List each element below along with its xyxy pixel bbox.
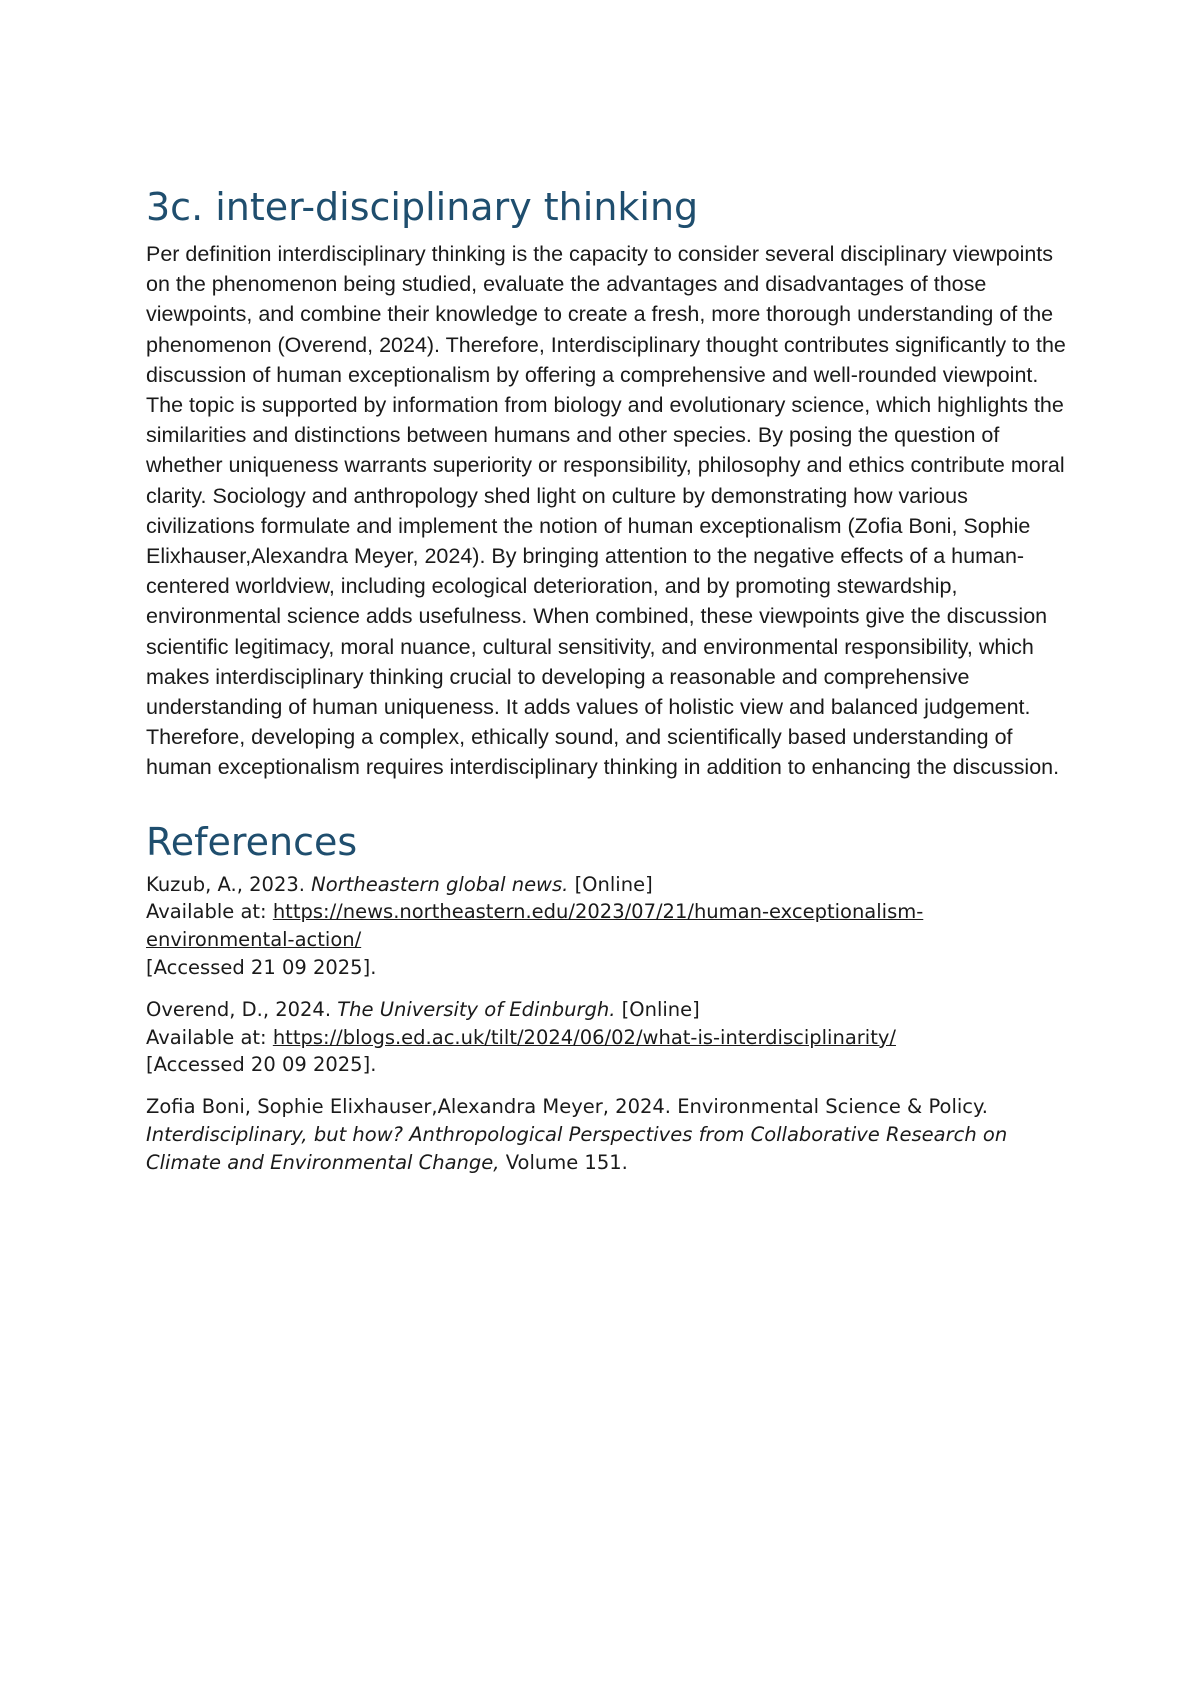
reference-format: [Online]: [615, 997, 700, 1021]
reference-entry: [146, 996, 1066, 1079]
reference-entry: [146, 871, 1066, 982]
reference-title: Northeastern global news.: [311, 872, 569, 896]
reference-available-label: Available at:: [146, 1025, 273, 1049]
reference-accessed: [Accessed 21 09 2025].: [146, 956, 377, 980]
reference-volume: Volume 151.: [499, 1150, 628, 1174]
reference-accessed: [Accessed 20 09 2025].: [146, 1053, 377, 1077]
section-body: Per definition interdisciplinary thinking is the capacity to consider several disciplinary viewpoints on the phenomenon being studied, evaluate the advantages and disadvantages of those viewpoints, and combine their knowledge to create a fresh, more thorough understanding of the phenomenon (Overend, 2024). Therefore, Interdisciplinary thought contributes significantly to the discussion of human exceptionalism by offering a comprehensive and well-rounded viewpoint. The topic is supported by information from biology and evolutionary science, which highlights the similarities and distinctions between humans and other species. By posing the question of whether uniqueness warrants superiority or responsibility, philosophy and ethics contribute moral clarity. Sociology and anthropology shed light on culture by demonstrating how various civilizations formulate and implement the notion of human exceptionalism (Zofia Boni, Sophie Elixhauser,Alexandra Meyer, 2024). By bringing attention to the negative effects of a human-centered worldview, including ecological deterioration, and by promoting stewardship, environmental science adds usefulness. When combined, these viewpoints give the discussion scientific legitimacy, moral nuance, cultural sensitivity, and environmental responsibility, which makes interdisciplinary thinking crucial to developing a reasonable and comprehensive understanding of human uniqueness. It adds values of holistic view and balanced judgement. Therefore, developing a complex, ethically sound, and scientifically based understanding of human exceptionalism requires interdisciplinary thinking in addition to enhancing the discussion.: [146, 242, 1066, 780]
section-heading: 3c. inter-disciplinary thinking: [146, 185, 699, 229]
reference-entry: [146, 1093, 1066, 1176]
reference-available-label: Available at:: [146, 900, 273, 924]
reference-link[interactable]: https://blogs.ed.ac.uk/tilt/2024/06/02/what-is-interdisciplinarity/: [272, 1025, 896, 1049]
reference-title: The University of Edinburgh.: [337, 997, 616, 1021]
reference-link[interactable]: https://news.northeastern.edu/2023/07/21/human-exceptionalism-environmental-action/: [146, 900, 924, 952]
reference-author-year: Overend, D., 2024.: [146, 997, 338, 1021]
reference-author-year: Zofia Boni, Sophie Elixhauser,Alexandra Meyer, 2024. Environmental Science & Policy.: [146, 1095, 988, 1119]
reference-author-year: Kuzub, A., 2023.: [146, 872, 312, 896]
reference-format: [Online]: [568, 872, 653, 896]
references-heading: References: [146, 819, 358, 864]
reference-title: Interdisciplinary, but how? Anthropological Perspectives from Collaborative Research on Climate and Environmental Change,: [146, 1123, 1008, 1174]
document-page: [146, 182, 1066, 1191]
